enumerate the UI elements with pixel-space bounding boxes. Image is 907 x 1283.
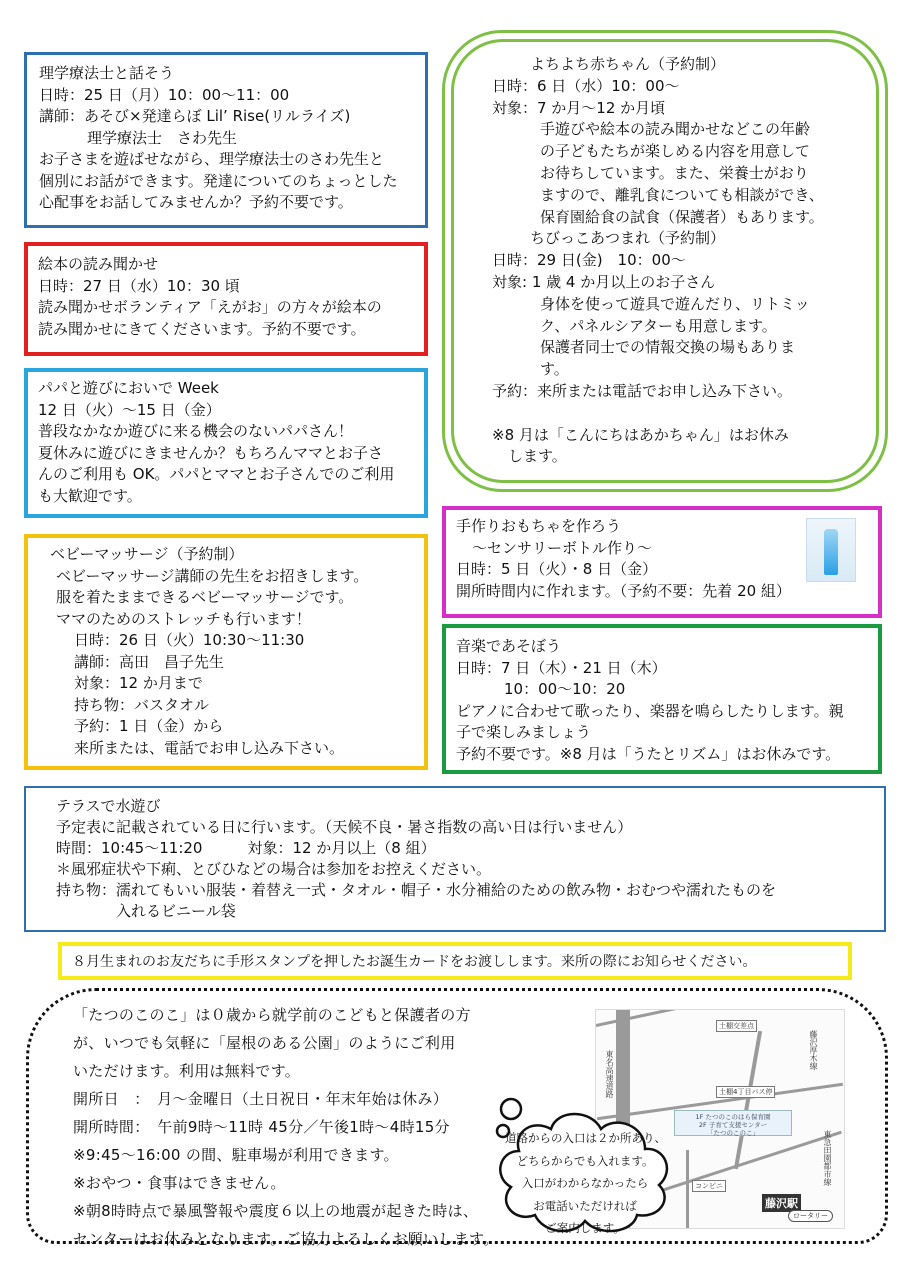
terrace-time: 時間：10:45～11:20 対象：12 か月以上（8 組） (56, 839, 436, 857)
map-label-road: 藤沢厚木線 (809, 1030, 818, 1070)
yochiyochi-desc: お待ちしています。また、栄養士がおり (540, 163, 809, 182)
toy-subtitle: ～センサリーボトル作り～ (472, 538, 653, 557)
birthday-text: ８月生まれのお友だちに手形スタンプを押したお誕生カードをお渡しします。来所の際にお知らせください。 (72, 954, 757, 970)
info-open-hours: 開所時間： 午前9時～11時 45分／午後1時～4時15分 (73, 1118, 450, 1136)
ehon-desc: 読み聞かせにきてくださいます。予約不要です。 (38, 319, 366, 338)
map-label-convenience-store: コンビニ (692, 1180, 726, 1192)
ehon-title: 絵本の読み聞かせ (38, 255, 159, 273)
music-time: 10：00～10：20 (504, 680, 626, 698)
info-line: いただけます。利用は無料です。 (73, 1062, 301, 1080)
info-warning: センターはお休みとなります。ご協力よろしくお願いします。 (73, 1230, 499, 1248)
music-title: 音楽であそぼう (456, 637, 562, 655)
papa-title: パパと遊びにおいで Week (38, 379, 219, 397)
facility-info-section (26, 988, 888, 1248)
music-desc: 子で楽しみましょう (456, 723, 592, 741)
pt-talk-desc: 心配事をお話してみませんか？予約不要です。 (39, 193, 353, 211)
terrace-note: ＊風邪症状や下痢、とびひなどの場合は参加をお控えください。 (56, 860, 492, 878)
baby-massage-desc: 服を着たままできるベビーマッサージです。 (56, 588, 354, 606)
cloud-line: お電話いただければ (533, 1198, 637, 1213)
terrace-desc: 予定表に記載されている日に行います。（天候不良・暑さ指数の高い日は行いません） (56, 818, 633, 836)
chibikko-desc: ク、パネルシアターも用意します。 (540, 316, 777, 335)
baby-massage-section (24, 534, 428, 770)
sensory-bottle-image (806, 518, 856, 582)
music-desc: 予約不要です。※8 月は「うたとリズム」はお休みです。 (456, 744, 841, 763)
terrace-title: テラスで水遊び (56, 797, 161, 815)
papa-desc: んのご利用も OK。パパとママとお子さんでのご利用 (38, 465, 395, 483)
chibikko-date: 日時：29 日(金) 10：00～ (492, 251, 686, 270)
music-date: 日時：7 日（木）・21 日（木） (456, 658, 667, 677)
music-desc: ピアノに合わせて歌ったり、楽器を鳴らしたりします。親 (456, 701, 844, 720)
cloud-line: 入口がわからなかったら (521, 1176, 649, 1190)
yochiyochi-inner-frame (451, 39, 879, 483)
bottle-icon (824, 529, 838, 575)
yochiyochi-desc: ますので、離乳食についても相談ができ、 (540, 185, 824, 204)
yochiyochi-target: 対象：7 か月～12 か月頃 (492, 98, 666, 117)
info-open-days: 開所日 ： 月～金曜日（土日祝日・年末年始は休み） (73, 1090, 449, 1108)
toy-desc: 開所時間内に作れます。（予約不要：先着 20 組） (456, 581, 791, 600)
baby-massage-reserve: 予約：1 日（金）から (74, 717, 224, 735)
cloud-line: どちらからでも入れます。 (516, 1153, 654, 1168)
papa-week-section (24, 368, 428, 518)
map-center-label: 「たつのこのこ」 (707, 1129, 759, 1137)
pt-talk-date: 日時：25 日（月）10：00～11：00 (39, 85, 290, 104)
baby-massage-apply: 来所または、電話でお申し込み下さい。 (74, 738, 345, 757)
baby-massage-lecturer: 講師：高田 昌子先生 (74, 652, 225, 671)
yochiyochi-desc: の子どもたちが楽しめる内容を用意して (540, 142, 811, 161)
papa-desc: 夏休みに遊びにきませんか？もちろんママとお子さ (38, 443, 384, 462)
pt-talk-title: 理学療法士と話そう (39, 64, 175, 82)
chibikko-target: 対象: 1 歳 4 か月以上のお子さん (492, 272, 716, 291)
water-play-section (24, 786, 886, 932)
terrace-items: 入れるビニール袋 (116, 902, 236, 920)
map-station: 藤沢駅 (762, 1194, 801, 1212)
info-food: ※おやつ・食事はできません。 (73, 1174, 286, 1192)
map-road (686, 1150, 689, 1228)
ehon-desc: 読み聞かせボランティア「えがお」の方々が絵本の (38, 298, 382, 316)
spacer (492, 403, 858, 425)
map-label-bus-stop: 土棚4丁目バス停 (716, 1086, 775, 1098)
map-label-line: 東急田園都市線 (823, 1130, 832, 1186)
baby-massage-items: 持ち物：バスタオル (74, 695, 210, 714)
baby-massage-desc: ママのためのストレッチも行います！ (56, 609, 311, 628)
ehon-date: 日時：27 日（水）10：30 頃 (38, 276, 240, 295)
info-line: が、いつでも気軽に「屋根のある公園」のようにご利用 (73, 1034, 456, 1052)
facility-info-text (73, 1001, 498, 1253)
handmade-toy-section (442, 506, 882, 618)
map-center-location (674, 1110, 792, 1136)
pt-talk-desc: お子さまを遊ばせながら、理学療法士のさわ先生と (39, 150, 385, 168)
cloud-line: 道路からの入口は２か所あり、 (505, 1131, 666, 1145)
terrace-items: 持ち物：濡れてもいい服装・着替え一式・タオル・帽子・水分補給のための飲み物・おむつや濡れたものを (56, 881, 777, 899)
yochiyochi-desc: 手遊びや絵本の読み聞かせなどこの年齢 (540, 120, 811, 139)
yochiyochi-section (442, 30, 888, 492)
papa-date: 12 日（火）～15 日（金） (38, 400, 221, 419)
map-label-highway: 東名高速道路 (605, 1050, 614, 1098)
yochiyochi-desc: 保育園給食の試食（保護者）もあります。 (540, 207, 824, 226)
ehon-section (24, 242, 428, 356)
birthday-card-notice (58, 942, 852, 980)
toy-title: 手作りおもちゃを作ろう (456, 517, 622, 535)
yochiyochi-note: ※8 月は「こんにちはあかちゃん」はお休み (492, 425, 789, 444)
chibikko-desc: す。 (540, 360, 569, 379)
map-center-label: 2F 子育て支援センター (698, 1121, 768, 1129)
yochiyochi-reserve: 予約：来所または電話でお申し込み下さい。 (492, 381, 793, 400)
baby-massage-desc: ベビーマッサージ講師の先生をお招きします。 (56, 566, 369, 585)
toy-date: 日時：5 日（火）・8 日（金） (456, 560, 658, 578)
map-rotary: ロータリー (788, 1210, 833, 1222)
yochiyochi-note: します。 (508, 447, 567, 466)
chibikko-title: ちびっこあつまれ（予約制） (530, 229, 726, 248)
yochiyochi-date: 日時：6 日（水）10：00～ (492, 76, 680, 95)
baby-massage-target: 対象：12 か月まで (74, 674, 203, 692)
pt-talk-lecturer: 講師：あそび×発達らぼ Lil’ Rise(リルライズ) (39, 107, 351, 125)
music-section (442, 624, 882, 774)
papa-desc: も大歓迎です。 (38, 486, 142, 505)
pt-talk-desc: 個別にお話ができます。発達についてのちょっとした (39, 171, 398, 190)
papa-desc: 普段なかなか遊びに来る機会のないパパさん！ (38, 422, 354, 440)
pt-talk-lecturer-role: 理学療法士 さわ先生 (87, 128, 238, 147)
speech-cloud-text (505, 1127, 665, 1240)
info-line: 「たつのこのこ」は０歳から就学前のこどもと保護者の方 (73, 1006, 471, 1024)
info-parking: ※9:45～16:00 の間、駐車場が利用できます。 (73, 1146, 399, 1164)
chibikko-desc: 身体を使って遊具で遊んだり、リトミッ (540, 294, 810, 313)
yochiyochi-title: よちよち赤ちゃん（予約制） (530, 55, 726, 73)
map-center-label: 1F たつのこのはら保育園 (695, 1113, 771, 1121)
cloud-line: ご案内します。 (545, 1221, 625, 1235)
chibikko-desc: 保護者同士での情報交換の場もありま (540, 338, 796, 357)
baby-massage-title: ベビーマッサージ（予約制） (50, 545, 244, 563)
pt-talk-section (24, 52, 428, 228)
map-label-intersection: 土棚交差点 (716, 1020, 757, 1032)
baby-massage-date: 日時：26 日（火）10:30～11:30 (74, 631, 305, 649)
info-warning: ※朝8時時点で暴風警報や震度６以上の地震が起きた時は、 (73, 1202, 479, 1220)
